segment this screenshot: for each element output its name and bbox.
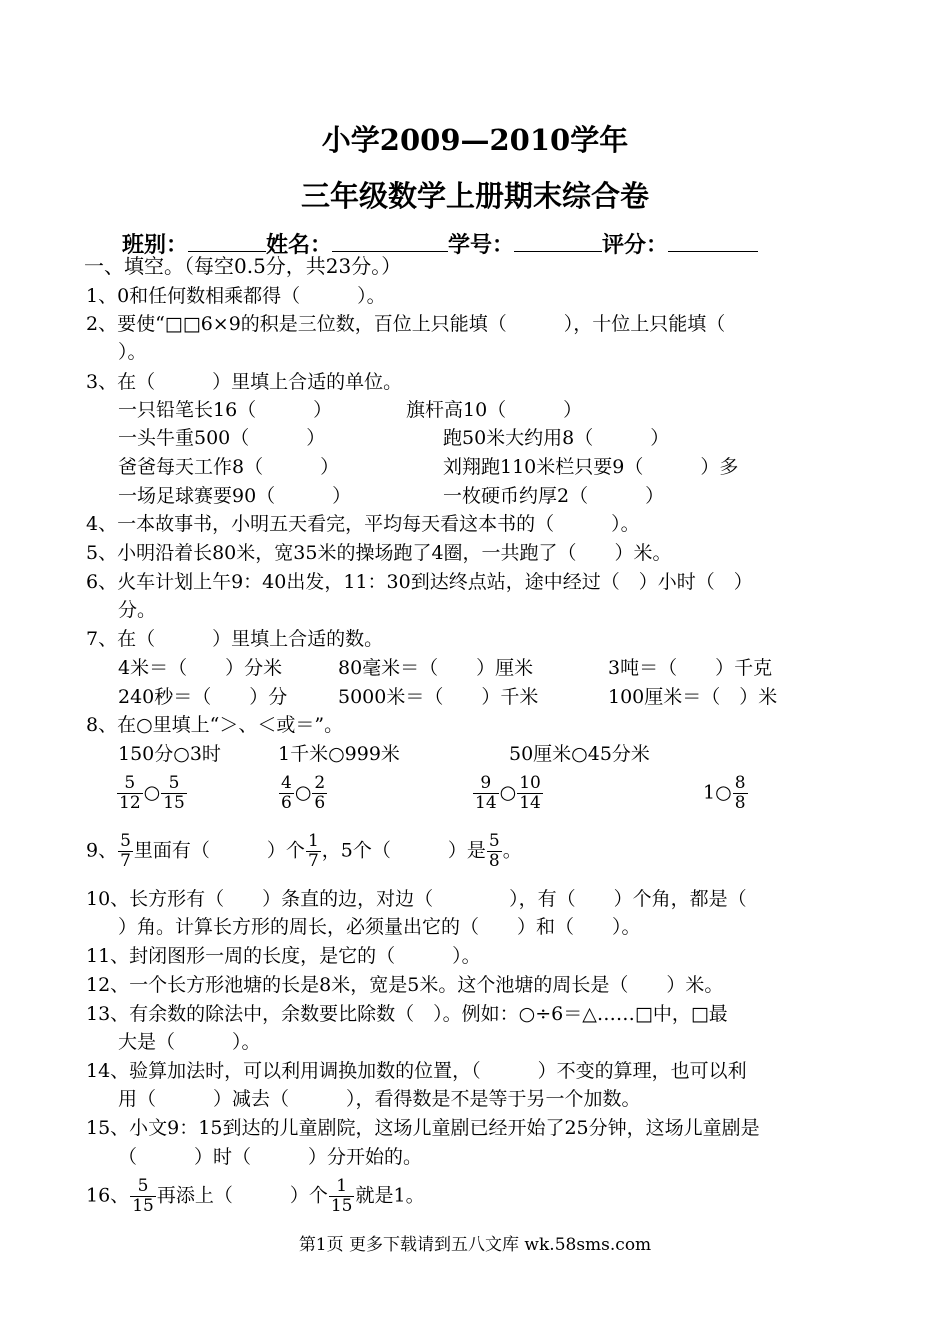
q7-item: 80毫米＝（ ）厘米 (338, 657, 534, 679)
q7-item: 4米＝（ ）分米 (118, 657, 283, 679)
question-3: 3、在（ ）里填上合适的单位。 (86, 371, 403, 393)
q7-item: 240秒＝（ ）分 (118, 686, 288, 708)
score-blank[interactable] (668, 231, 758, 252)
q8-fraction-compare (116, 774, 188, 813)
question-15-line2: （ ）时（ ）分开始的。 (118, 1146, 423, 1168)
name-blank[interactable] (332, 231, 448, 252)
q8-fraction-compare (472, 774, 544, 813)
question-12: 12、一个长方形池塘的长是8米，宽是5米。这个池塘的周长是（ ）米。 (86, 974, 724, 996)
question-9: 9、 $\frac{5}{7}$ 里面有（ ）个 $\frac{1}{7}$ ，5个（ ）是 $\frac{5}{8}$ 。 (86, 831, 522, 871)
number-one: 1 (703, 781, 716, 804)
page-subtitle: 三年级数学上册期末综合卷 (300, 179, 649, 213)
question-16: 16、 $\frac{5}{15}$ 再添上（ ）个 $\frac{1}{15}$ 就是1。 (86, 1176, 425, 1216)
q3-item: 一只铅笔长16（ ） (118, 399, 333, 421)
q3-item: 一头牛重500（ ） (118, 427, 326, 449)
q8-fraction-compare (703, 774, 749, 813)
q8-item: 150分○3时 (118, 743, 221, 765)
class-label: 班别： (122, 232, 189, 258)
section-1-heading: 一、填空。（每空0.5分，共23分。） (84, 254, 402, 278)
question-2-line2: ）。 (118, 341, 147, 363)
question-13-line1: 13、有余数的除法中，余数要比除数（ ）。例如：○÷6＝△……□中，□最 (86, 1003, 728, 1025)
fraction: $\frac{5}{8}$ (488, 831, 500, 871)
fraction: $\frac{5}{7}$ (120, 831, 131, 871)
class-blank[interactable] (188, 231, 266, 252)
q8-item: 50厘米○45分米 (509, 743, 650, 765)
question-6-line2: 分。 (118, 599, 157, 621)
fraction: $\frac{9}{14}$ (475, 773, 497, 813)
q7-item: 100厘米＝（ ）米 (608, 686, 778, 708)
question-2-line1: 2、要使“□□6×9的积是三位数，百位上只能填（ ），十位上只能填（ (86, 313, 726, 335)
score-label: 评分： (602, 232, 669, 258)
fraction: $\frac{10}{14}$ (519, 773, 541, 813)
compare-circle[interactable]: ○ (715, 781, 732, 804)
question-4: 4、一本故事书，小明五天看完，平均每天看这本书的（ ）。 (86, 513, 640, 535)
q3-item: 一枚硬币约厚2（ ） (443, 485, 665, 507)
question-15-line1: 15、小文9：15到达的儿童剧院，这场儿童剧已经开始了25分钟，这场儿童剧是 (86, 1117, 760, 1139)
question-1: 1、0和任何数相乘都得（ ）。 (86, 285, 386, 307)
page-footer: 第1页 更多下载请到五八文库 wk.58sms.com (298, 1235, 652, 1255)
question-6-line1: 6、火车计划上午9：40出发，11：30到达终点站，途中经过（ ）小时（ ） (86, 571, 753, 593)
q8-item: 1千米○999米 (278, 743, 400, 765)
question-7: 7、在（ ）里填上合适的数。 (86, 628, 384, 650)
fraction: $\frac{5}{15}$ (163, 773, 185, 813)
question-10-line1: 10、长方形有（ ）条直的边，对边（ ），有（ ）个角，都是（ (86, 888, 747, 910)
q8-fraction-compare (278, 774, 328, 813)
compare-circle[interactable]: ○ (294, 781, 312, 804)
compare-circle[interactable]: ○ (499, 781, 517, 804)
q3-item: 爸爸每天工作8（ ） (118, 456, 340, 478)
question-14-line1: 14、验算加法时，可以利用调换加数的位置，（ ）不变的算理，也可以利 (86, 1060, 747, 1082)
question-5: 5、小明沿着长80米，宽35米的操场跑了4圈，一共跑了（ ）米。 (86, 542, 672, 564)
fraction: $\frac{2}{6}$ (314, 773, 326, 813)
compare-circle[interactable]: ○ (143, 781, 161, 804)
fraction: $\frac{4}{6}$ (281, 773, 292, 813)
page-title: 小学2009—2010学年 (321, 123, 629, 157)
question-8: 8、在○里填上“＞、＜或＝”。 (86, 714, 344, 736)
name-label: 姓名： (266, 232, 333, 258)
fraction: $\frac{5}{15}$ (132, 1176, 154, 1216)
fraction: $\frac{1}{15}$ (330, 1176, 353, 1216)
number-label: 学号： (448, 232, 515, 258)
q3-item: 刘翔跑110米栏只要9（ ）多 (443, 456, 739, 478)
number-blank[interactable] (514, 231, 602, 252)
q3-item: 跑50米大约用8（ ） (443, 427, 670, 449)
question-13-line2: 大是（ ）。 (118, 1031, 261, 1053)
q7-item: 3吨＝（ ）千克 (608, 657, 773, 679)
fraction: $\frac{5}{12}$ (119, 773, 141, 813)
q7-item: 5000米＝（ ）千米 (338, 686, 539, 708)
question-11: 11、封闭图形一周的长度，是它的（ ）。 (86, 945, 481, 967)
question-10-line2: ）角。计算长方形的周长，必须量出它的（ ）和（ ）。 (118, 916, 641, 938)
fraction: $\frac{8}{8}$ (734, 773, 746, 813)
question-14-line2: 用（ ）减去（ ），看得数是不是等于另一个加数。 (118, 1088, 641, 1110)
fraction: $\frac{1}{7}$ (307, 831, 319, 871)
q3-item: 一场足球赛要90（ ） (118, 485, 352, 507)
q3-item: 旗杆高10（ ） (406, 399, 583, 421)
